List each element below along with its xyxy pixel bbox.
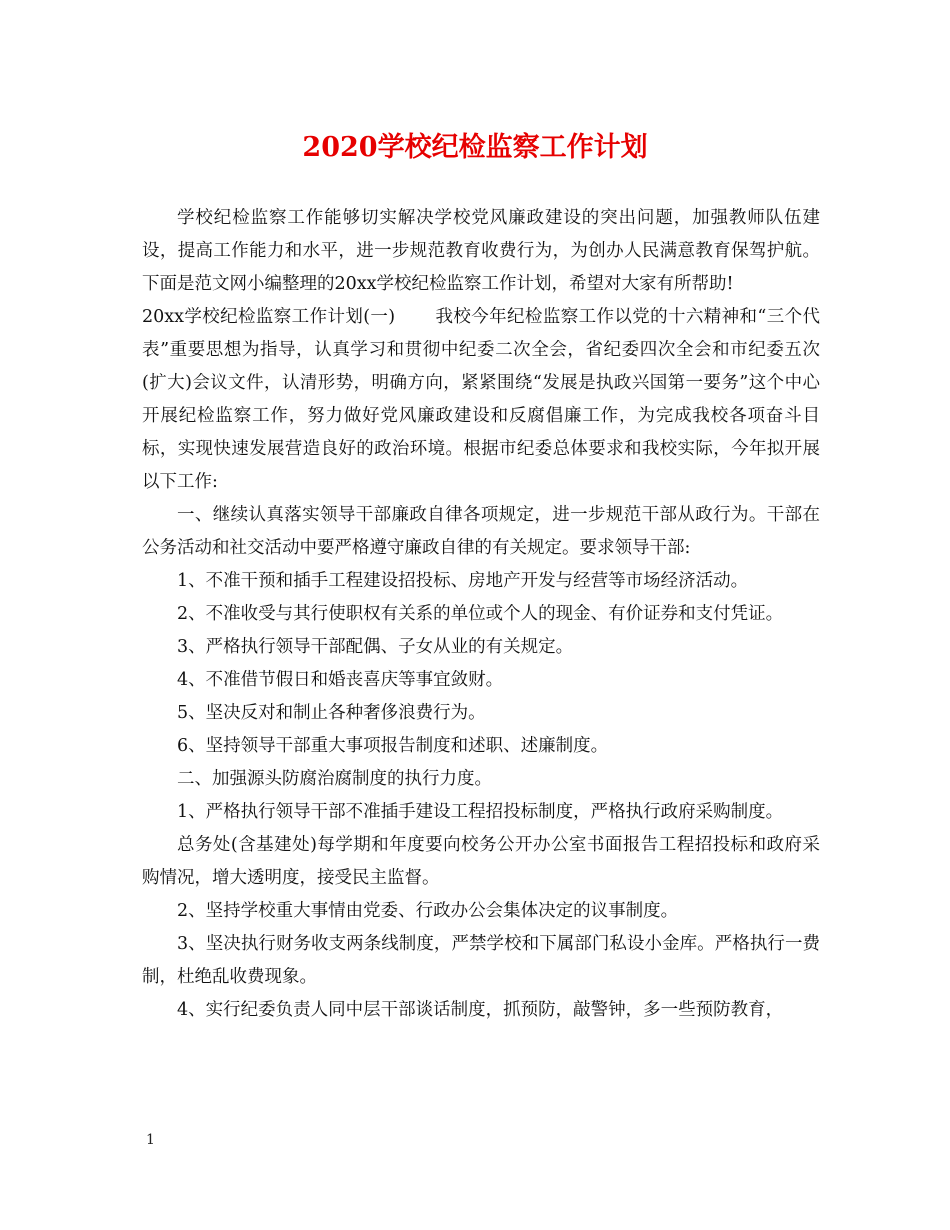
body-paragraph: 2、不准收受与其行使职权有关系的单位或个人的现金、有价证券和支付凭证。 bbox=[177, 604, 784, 624]
section-text: 我校今年纪检监察工作以党的十六精神和“三个代表”重要思想为指导，认真学习和贯彻中纪委二次全会，省纪委四次全会和市纪委五次(扩大)会议文件，认清形势，明确方向，紧紧围绕“发展是执政兴国第一要务”这个中心开展纪检监察工作，努力做好党风廉政建设和反腐倡廉工作，为完成我校各项奋斗目标，实现快速发展营造良好的政治环境。根据市纪委总体要求和我校实际，今年拟开展以下工作: bbox=[142, 307, 820, 492]
body-paragraph: 1、严格执行领导干部不准插手建设工程招投标制度，严格执行政府采购制度。 bbox=[177, 802, 784, 822]
body-paragraph: 3、严格执行领导干部配偶、子女从业的有关规定。 bbox=[177, 637, 574, 657]
body-paragraph: 1、不准干预和插手工程建设招投标、房地产开发与经营等市场经济活动。 bbox=[177, 571, 749, 591]
body-paragraph: 4、不准借节假日和婚丧喜庆等事宜敛财。 bbox=[177, 670, 504, 690]
page-number: 1 bbox=[146, 1132, 155, 1148]
body-paragraph: 6、坚持领导干部重大事项报告制度和述职、述廉制度。 bbox=[177, 736, 609, 756]
document-body bbox=[142, 202, 820, 1027]
body-paragraph: 一、继续认真落实领导干部廉政自律各项规定，进一步规范干部从政行为。干部在公务活动和社交活动中要严格遵守廉政自律的有关规定。要求领导干部: bbox=[142, 505, 820, 558]
section-heading: 20xx学校纪检监察工作计划(一) bbox=[142, 307, 396, 327]
document-title: 2020学校纪检监察工作计划 bbox=[302, 132, 648, 163]
body-paragraph: 3、坚决执行财务收支两条线制度，严禁学校和下属部门私设小金库。严格执行一费制，杜绝乱收费现象。 bbox=[142, 934, 820, 987]
body-paragraph: 4、实行纪委负责人同中层干部谈话制度，抓预防，敲警钟，多一些预防教育， bbox=[177, 1000, 784, 1020]
body-paragraph: 2、坚持学校重大事情由党委、行政办公会集体决定的议事制度。 bbox=[177, 901, 679, 921]
body-paragraph: 5、坚决反对和制止各种奢侈浪费行为。 bbox=[177, 703, 486, 723]
intro-paragraph: 学校纪检监察工作能够切实解决学校党风廉政建设的突出问题，加强教师队伍建设，提高工作能力和水平，进一步规范教育收费行为，为创办人民满意教育保驾护航。下面是范文网小编整理的20xx学校纪检监察工作计划，希望对大家有所帮助! bbox=[142, 208, 820, 294]
section-paragraph bbox=[142, 301, 820, 499]
body-paragraph: 总务处(含基建处)每学期和年度要向校务公开办公室书面报告工程招投标和政府采购情况，增大透明度，接受民主监督。 bbox=[142, 835, 820, 888]
body-paragraph: 二、加强源头防腐治腐制度的执行力度。 bbox=[177, 769, 492, 789]
